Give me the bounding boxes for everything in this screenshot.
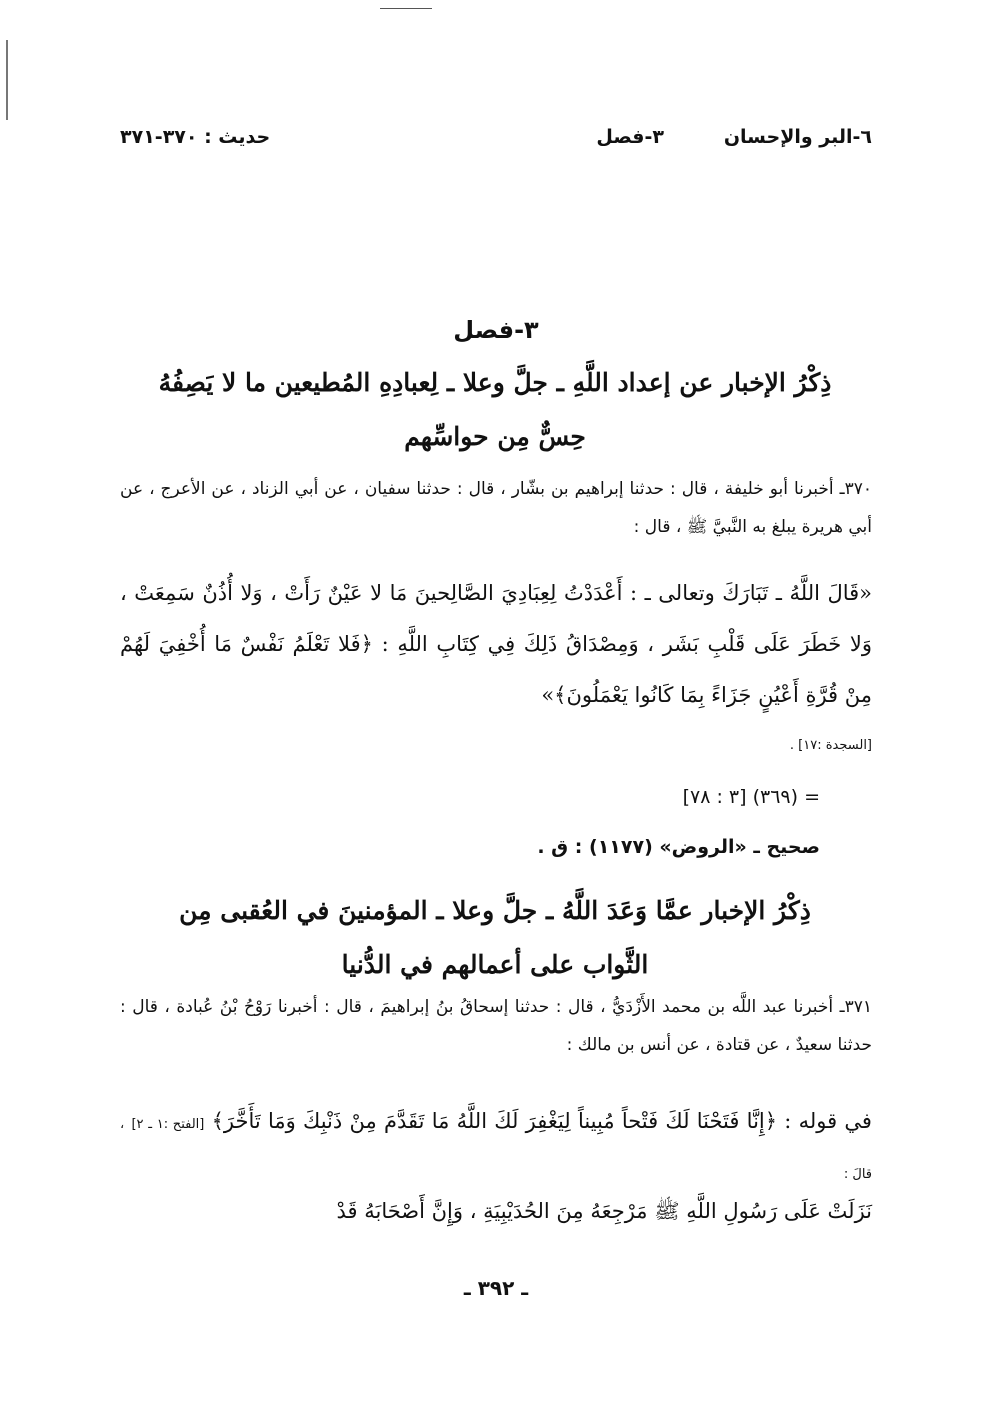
running-header xyxy=(120,126,872,154)
page-number: ـ ٣٩٢ ـ xyxy=(463,1276,529,1300)
chapter-heading-1: ذِكْرُ الإخبار عن إعداد اللَّهِ ـ جلَّ وعلا ـ لِعبادِهِ المُطيعين ما لا يَصِفُهُ حِسٌّ مِن حواسِّهم xyxy=(158,368,832,451)
hadith-371-text-block xyxy=(120,1098,872,1198)
hadith-370-isnad: ٣٧٠ـ أخبرنا أبو خليفة ، قال : حدثنا إبراهيم بن بشّار ، قال : حدثنا سفيان ، عن أبي الزناد ، عن الأعرج ، عن أبي هريرة يبلغ به النَّبيَّ ﷺ ، قال : xyxy=(120,479,872,537)
header-hadith-range: حديث : ٣٧٠-٣٧١ xyxy=(120,126,271,148)
hadith-371-continuation: نَزَلَتْ عَلَى رَسُولِ اللَّهِ ﷺ مَرْجِعَهُ مِنَ الحُدَيْبِيَةِ ، وَإِنَّ أَصْحَابَهُ قَدْ xyxy=(336,1199,872,1223)
section-title: ٣-فصل xyxy=(453,316,539,344)
hadith-371-isnad: ٣٧١ـ أخبرنا عبد اللَّه بن محمد الأَزْدَيُّ ، قال : حدثنا إسحاقُ بنُ إبراهيمَ ، قال : أخبرنا رَوْحُ بْنُ عُبادة ، قال : حدثنا سعيدٌ ، عن قتادة ، عن أنس بن مالك : xyxy=(120,997,872,1055)
hadith-370-quran-reference: [السجدة :١٧] . xyxy=(789,738,872,753)
header-book-title: ٦-البر والإحسان xyxy=(723,126,872,148)
hadith-370-grading: صحيح ـ «الروض» (١١٧٧) : ق . xyxy=(537,836,820,858)
hadith-370-text: «قَالَ اللَّهُ ـ تَبَارَكَ وتعالى ـ : أَعْدَدْتُ لِعِبَادِيَ الصَّالِحينَ مَا لا عَيْنٌ رَأَتْ ، وَلا أُذُنٌ سَمِعَتْ ، وَلا خَطَرَ عَلَى قَلْبِ بَشَر ، وَمِصْدَاقُ ذَلِكَ فِي كِتَابِ اللَّهِ : ﴿فَلا تَعْلَمُ نَفْسٌ مَا أُخْفِيَ لَهُمْ مِنْ قُرَّةِ أَعْيُنٍ جَزَاءً بِمَا كَانُوا يَعْمَلُونَ﴾» xyxy=(120,581,872,707)
chapter-heading-2: ذِكْرُ الإخبار عمَّا وَعَدَ اللَّهُ ـ جلَّ وعلا ـ المؤمنينَ في العُقبى مِن الثَّواب على أعمالهم في الدُّنيا xyxy=(179,896,811,979)
hadith-371-text: في قوله : ﴿إِنَّا فَتَحْنَا لَكَ فَتْحاً مُبِيناً لِيَغْفِرَ لَكَ اللَّهُ مَا تَقَدَّمَ مِنْ ذَنْبِكَ وَمَا تَأَخَّرَ﴾ xyxy=(211,1109,872,1133)
header-section: ٣-فصل xyxy=(596,126,664,148)
top-rule xyxy=(380,8,432,9)
margin-mark xyxy=(6,40,8,120)
hadith-370-cross-reference: = (٣٦٩) [٣ : ٧٨] xyxy=(682,786,820,808)
hadith-371-after-reference: ، قالَ : xyxy=(120,1117,872,1182)
hadith-371-quran-reference: [الفتح :١ ـ ٢] xyxy=(131,1117,205,1132)
